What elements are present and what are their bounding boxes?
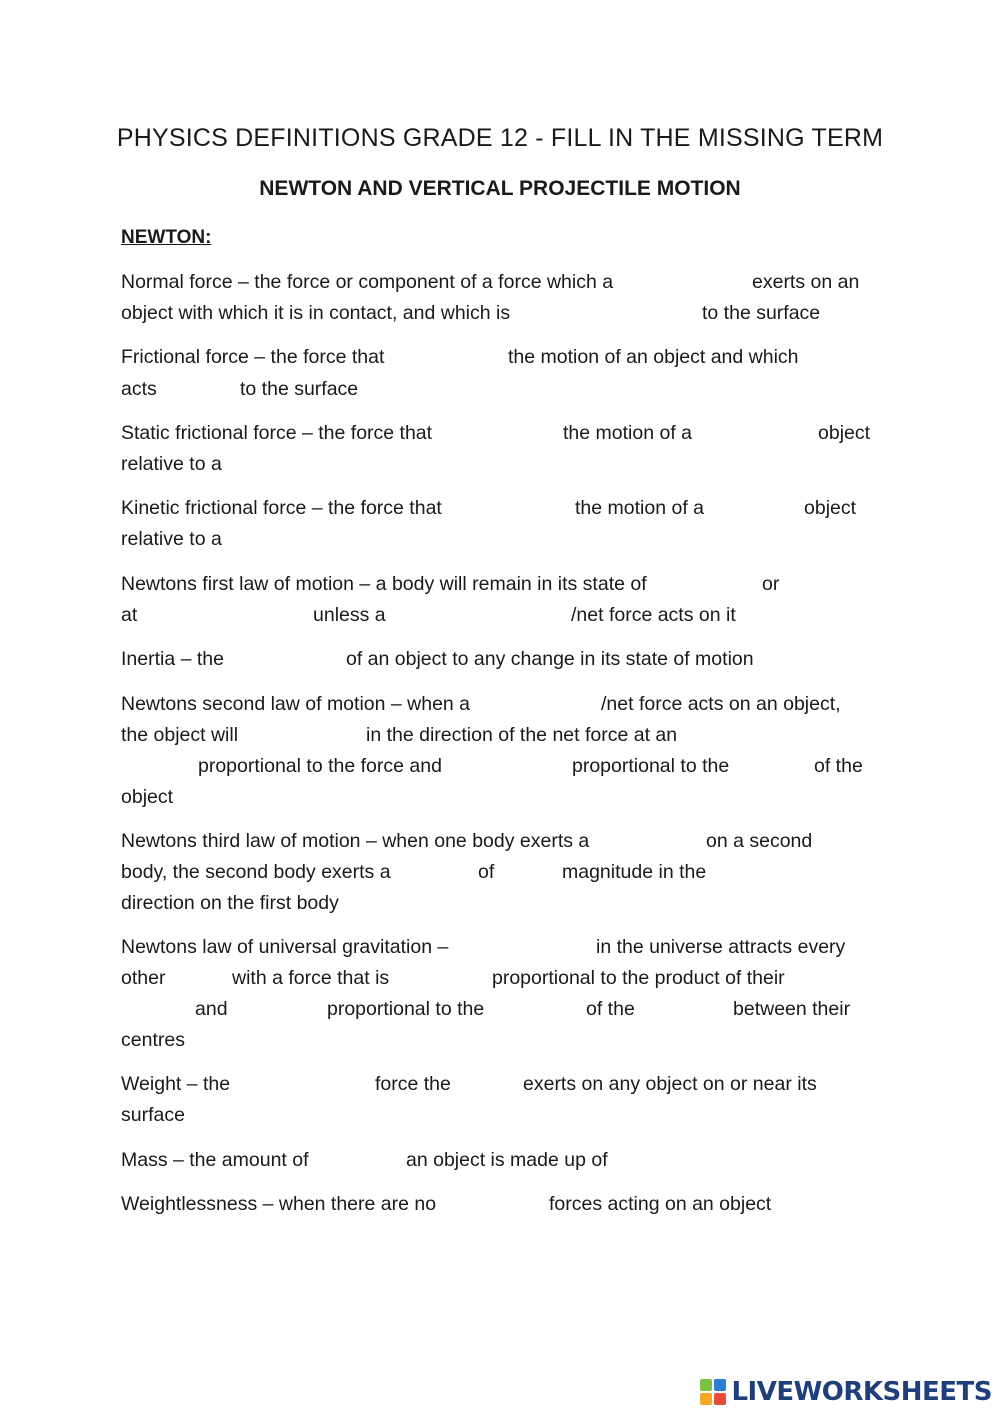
definition-text: exerts on an bbox=[752, 271, 860, 293]
definition-line bbox=[0, 345, 1000, 369]
page-subtitle: NEWTON AND VERTICAL PROJECTILE MOTION bbox=[259, 177, 741, 200]
definition-text: relative to a bbox=[121, 528, 222, 550]
definition-text: body, the second body exerts a bbox=[121, 861, 391, 883]
definition-text: at bbox=[121, 604, 138, 626]
definition-text: proportional to the bbox=[572, 755, 730, 777]
definition-line bbox=[0, 421, 1000, 445]
definition-line bbox=[0, 377, 1000, 401]
definition-text: Newtons second law of motion – when a bbox=[121, 693, 471, 715]
answer-blank[interactable] bbox=[121, 756, 193, 776]
answer-blank[interactable] bbox=[146, 605, 306, 625]
definition-line bbox=[0, 603, 1000, 627]
definition-text: the motion of a bbox=[563, 422, 692, 444]
definition-line bbox=[0, 935, 1000, 959]
definition-line bbox=[0, 785, 1000, 809]
definition-line bbox=[0, 1028, 1000, 1052]
definition-line bbox=[0, 647, 1000, 671]
answer-blank[interactable] bbox=[732, 862, 862, 882]
definition-line bbox=[0, 692, 1000, 716]
definition-line bbox=[0, 860, 1000, 884]
answer-blank[interactable] bbox=[654, 831, 700, 851]
answer-blank[interactable] bbox=[762, 756, 808, 776]
definition-text: the motion of a bbox=[575, 497, 704, 519]
definition-line bbox=[0, 723, 1000, 747]
definition-text: Weight – the bbox=[121, 1073, 231, 1095]
definition-text: other bbox=[121, 967, 166, 989]
answer-blank[interactable] bbox=[484, 756, 566, 776]
answer-blank[interactable] bbox=[728, 498, 798, 518]
answer-blank[interactable] bbox=[726, 725, 866, 745]
answer-blank[interactable] bbox=[680, 272, 746, 292]
definition-text: object with which it is in contact, and which is bbox=[121, 302, 511, 324]
definition-text: Newtons third law of motion – when one body exerts a bbox=[121, 830, 590, 852]
definition-text: relative to a bbox=[121, 453, 222, 475]
liveworksheets-logo-icon bbox=[699, 1378, 727, 1406]
answer-blank[interactable] bbox=[566, 303, 696, 323]
answer-blank[interactable] bbox=[336, 1150, 400, 1170]
answer-blank[interactable] bbox=[716, 423, 812, 443]
definition-text: of bbox=[478, 861, 495, 883]
definition-text: centres bbox=[121, 1029, 185, 1051]
answer-blank[interactable] bbox=[424, 862, 472, 882]
definition-line bbox=[0, 891, 1000, 915]
answer-blank[interactable] bbox=[516, 999, 580, 1019]
definition-line bbox=[0, 572, 1000, 596]
definition-text: Frictional force – the force that bbox=[121, 346, 385, 368]
definition-text: an object is made up of bbox=[406, 1149, 608, 1171]
definition-line bbox=[0, 754, 1000, 778]
definition-text: between their bbox=[733, 998, 851, 1020]
definition-text: exerts on any object on or near its bbox=[523, 1073, 817, 1095]
definition-text: the motion of an object and which bbox=[508, 346, 799, 368]
answer-blank[interactable] bbox=[178, 968, 226, 988]
definition-text: /net force acts on an object, bbox=[601, 693, 841, 715]
definition-text: to the surface bbox=[240, 378, 359, 400]
answer-blank[interactable] bbox=[468, 1074, 518, 1094]
definition-text: Mass – the amount of bbox=[121, 1149, 309, 1171]
watermark-text: LIVEWORKSHEETS bbox=[731, 1377, 992, 1407]
definition-line bbox=[0, 301, 1000, 325]
definition-line bbox=[0, 452, 1000, 476]
definition-line bbox=[0, 1103, 1000, 1127]
answer-blank[interactable] bbox=[425, 347, 503, 367]
definition-text: in the direction of the net force at an bbox=[366, 724, 678, 746]
definition-line bbox=[0, 1192, 1000, 1216]
page-title: PHYSICS DEFINITIONS GRADE 12 - FILL IN THE MISSING TERM bbox=[116, 124, 884, 152]
answer-blank[interactable] bbox=[396, 605, 566, 625]
definition-line bbox=[0, 527, 1000, 551]
definition-line bbox=[0, 997, 1000, 1021]
definition-line bbox=[0, 496, 1000, 520]
definition-text: proportional to the bbox=[327, 998, 485, 1020]
section-heading-newton: NEWTON: bbox=[121, 227, 212, 248]
definition-text: Kinetic frictional force – the force that bbox=[121, 497, 442, 519]
definition-text: forces acting on an object bbox=[549, 1193, 772, 1215]
definition-line bbox=[0, 829, 1000, 853]
answer-blank[interactable] bbox=[250, 1074, 368, 1094]
definition-text: with a force that is bbox=[232, 967, 390, 989]
answer-blank[interactable] bbox=[504, 862, 556, 882]
definition-text: surface bbox=[121, 1104, 185, 1126]
answer-blank[interactable] bbox=[244, 649, 340, 669]
definition-text: unless a bbox=[313, 604, 386, 626]
definition-text: acts bbox=[121, 378, 157, 400]
definition-text: Newtons first law of motion – a body will remain in its state of bbox=[121, 573, 647, 595]
definition-text: object bbox=[121, 786, 174, 808]
definition-text: Weightlessness – when there are no bbox=[121, 1193, 437, 1215]
answer-blank[interactable] bbox=[242, 529, 372, 549]
definition-text: proportional to the product of their bbox=[492, 967, 785, 989]
definition-text: to the surface bbox=[702, 302, 821, 324]
answer-blank[interactable] bbox=[494, 937, 590, 957]
answer-blank[interactable] bbox=[238, 999, 322, 1019]
definition-text: in the universe attracts every bbox=[596, 936, 846, 958]
definition-text: or bbox=[762, 573, 780, 595]
answer-blank[interactable] bbox=[121, 999, 191, 1019]
definition-text: of an object to any change in its state of motion bbox=[346, 648, 754, 670]
definition-text: Static frictional force – the force that bbox=[121, 422, 433, 444]
answer-blank[interactable] bbox=[416, 968, 486, 988]
answer-blank[interactable] bbox=[648, 999, 728, 1019]
definition-text: /net force acts on it bbox=[571, 604, 736, 626]
answer-blank[interactable] bbox=[165, 379, 235, 399]
definition-text: force the bbox=[375, 1073, 451, 1095]
answer-blank[interactable] bbox=[262, 725, 360, 745]
definition-text: of the bbox=[586, 998, 635, 1020]
definition-text: the object will bbox=[121, 724, 239, 746]
definition-line bbox=[0, 1072, 1000, 1096]
answer-blank[interactable] bbox=[242, 454, 372, 474]
definition-text: Normal force – the force or component of a force which a bbox=[121, 271, 614, 293]
definition-text: Inertia – the bbox=[121, 648, 224, 670]
definition-line bbox=[0, 270, 1000, 294]
definition-text: of the bbox=[814, 755, 863, 777]
definition-text: proportional to the force and bbox=[198, 755, 442, 777]
definition-line bbox=[0, 966, 1000, 990]
answer-blank[interactable] bbox=[491, 498, 569, 518]
definition-text: object bbox=[804, 497, 857, 519]
definition-text: and bbox=[195, 998, 228, 1020]
answer-blank[interactable] bbox=[480, 423, 558, 443]
answer-blank[interactable] bbox=[722, 574, 758, 594]
answer-blank[interactable] bbox=[474, 1194, 544, 1214]
definition-text: object bbox=[818, 422, 871, 444]
definition-text: Newtons law of universal gravitation – bbox=[121, 936, 449, 958]
definition-text: magnitude in the bbox=[562, 861, 707, 883]
liveworksheets-watermark[interactable] bbox=[699, 1377, 992, 1407]
answer-blank[interactable] bbox=[516, 694, 596, 714]
definition-text: on a second bbox=[706, 830, 813, 852]
definition-line bbox=[0, 1148, 1000, 1172]
definition-text: direction on the first body bbox=[121, 892, 339, 914]
